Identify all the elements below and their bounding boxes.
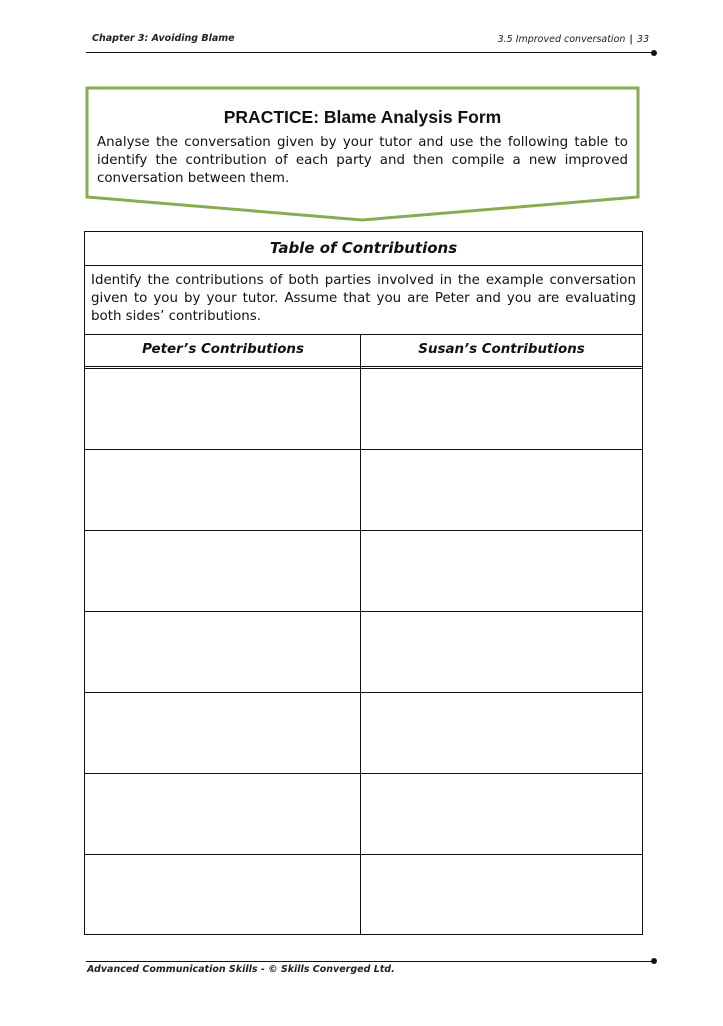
peter-contribution-cell — [85, 693, 361, 773]
chapter-title: Chapter 3: Avoiding Blame — [92, 33, 235, 44]
column-header-susan: Susan’s Contributions — [361, 335, 642, 369]
susan-contribution-cell — [361, 612, 642, 692]
susan-contribution-cell — [361, 693, 642, 773]
section-title: 3.5 Improved conversation — [497, 34, 626, 45]
separator: | — [629, 34, 633, 45]
susan-contribution-cell — [361, 531, 642, 611]
susan-contribution-cell — [361, 369, 642, 449]
contributions-table — [84, 231, 643, 935]
susan-contribution-cell — [361, 855, 642, 936]
footer-rule-dot — [651, 958, 657, 964]
table-row — [85, 693, 642, 774]
peter-contribution-cell — [85, 774, 361, 854]
table-row — [85, 855, 642, 936]
peter-contribution-cell — [85, 612, 361, 692]
peter-contribution-cell — [85, 450, 361, 530]
table-row — [85, 774, 642, 855]
callout-instructions: Analyse the conversation given by your tutor and use the following table to identify the contribution of each party and then compile a new improved conversation between them. — [97, 135, 628, 186]
susan-contribution-cell — [361, 774, 642, 854]
header-rule-dot — [651, 50, 657, 56]
peter-contribution-cell — [85, 855, 361, 936]
table-row — [85, 531, 642, 612]
table-row — [85, 450, 642, 531]
column-header-peter: Peter’s Contributions — [85, 335, 361, 369]
table-rows — [85, 369, 642, 936]
table-title: Table of Contributions — [85, 232, 642, 266]
table-row — [85, 612, 642, 693]
footer-copyright: Advanced Communication Skills - © Skills Converged Ltd. — [87, 964, 395, 975]
table-row — [85, 369, 642, 450]
callout-title: PRACTICE: Blame Analysis Form — [223, 107, 502, 127]
peter-contribution-cell — [85, 369, 361, 449]
footer-rule — [86, 961, 654, 962]
header-rule — [86, 52, 654, 53]
page-number: 33 — [636, 34, 649, 45]
section-page-label — [498, 34, 649, 45]
peter-contribution-cell — [85, 531, 361, 611]
table-instructions: Identify the contributions of both parties involved in the example conversation given to you by your tutor. Assume that you are Peter and you are evaluating both sides’ contributions. — [85, 266, 642, 335]
susan-contribution-cell — [361, 450, 642, 530]
